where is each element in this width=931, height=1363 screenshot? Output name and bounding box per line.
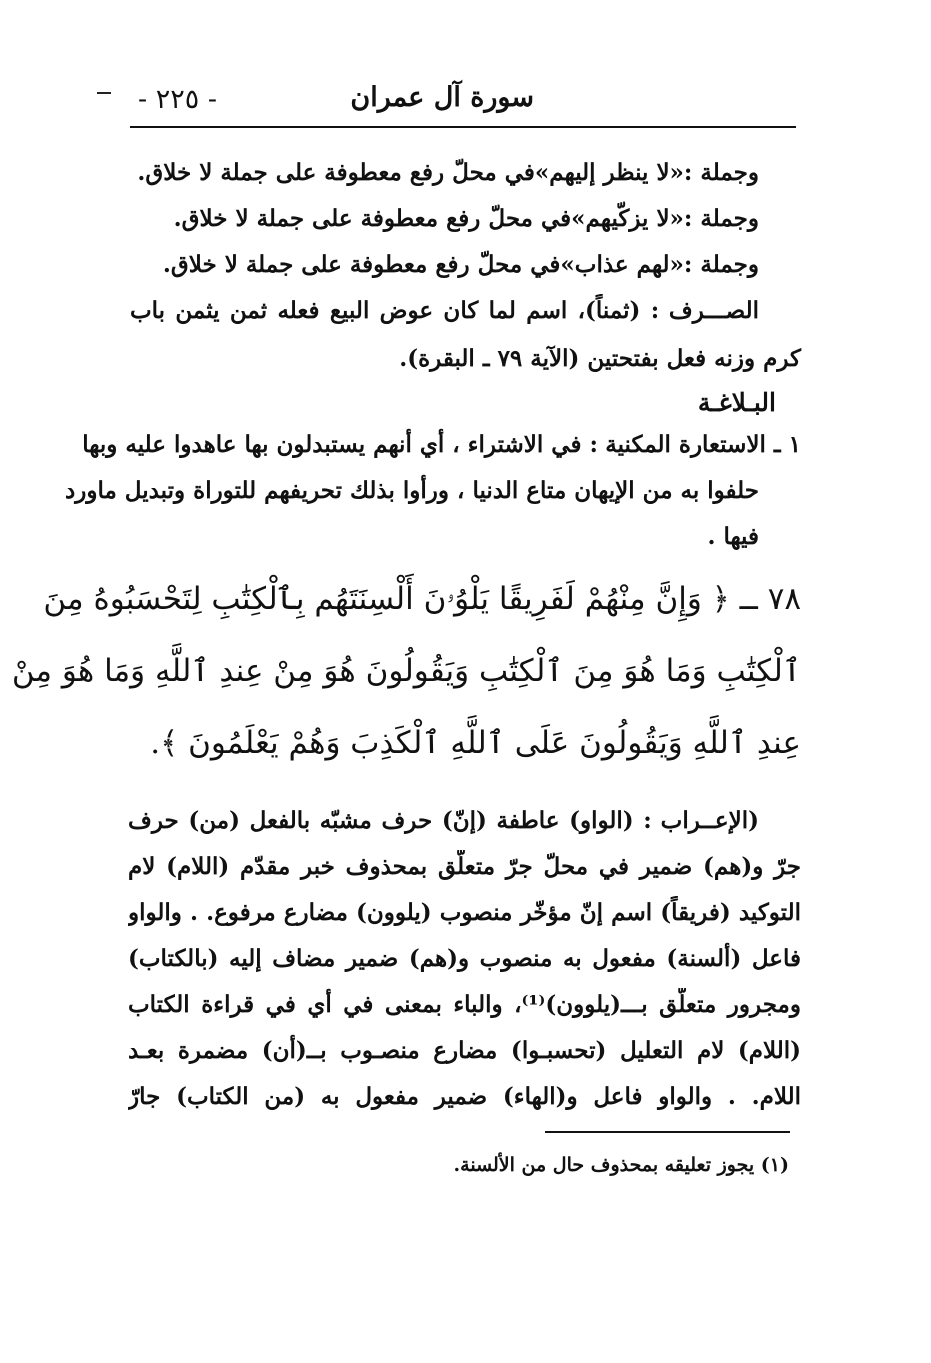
balagha-line-2: حلفوا به من الإيهان متاع الدنيا ، ورأوا بذلك تحريفهم للتوراة وتبديل ماورد — [65, 477, 759, 504]
balagha-line-1 — [82, 428, 801, 462]
surah-title: سورة آل عمران — [350, 82, 534, 113]
irab-line-2: جرّ و(هم) ضمير في محلّ جرّ متعلّق بمحذوف خبر مقدّم (اللام) لام — [128, 853, 801, 880]
footnote-divider — [545, 1131, 790, 1133]
irab-line-4: فاعل (ألسنة) مفعول به منصوب و(هم) ضمير مضاف إليه (بالكتاب) — [128, 945, 801, 972]
sarf-line-1 — [130, 294, 759, 330]
text-line-2: وجملة :«لا يزكّيهم»في محلّ رفع معطوفة على جملة لا خلاق. — [173, 205, 759, 232]
page-header — [130, 78, 796, 122]
balagha-item-label: ١ ـ الاستعارة المكنية — [605, 431, 801, 458]
balagha-line-3: فيها . — [707, 523, 759, 550]
balagha-text: : في الاشتراء ، أي أنهم يستبدلون بها عاهدوا عليه وبها — [82, 431, 598, 458]
verse-line-2: ٱلْكِتَٰبِ وَمَا هُوَ مِنَ ٱلْكِتَٰبِ وَيَقُولُونَ هُوَ مِنْ عِندِ ٱللَّهِ وَمَا هُوَ مِنْ — [11, 653, 801, 689]
sarf-text: : (ثمناً)، اسم لما كان عوض البيع فعله ثمن يثمن باب — [130, 297, 660, 324]
irab-line-6: (اللام) لام التعليل (تحسبـوا) مضارع منصـوب بــ(أن) مضمرة بعـد — [128, 1037, 801, 1064]
sarf-line-2: كرم وزنه فعل بفتحتين (الآية ٧٩ ـ البقرة). — [399, 345, 801, 372]
text-line-1: وجملة :«لا ينظر إليهم»في محلّ رفع معطوفة على جملة لا خلاق. — [137, 159, 759, 186]
balagha-title: البـلاغـة — [697, 388, 776, 417]
irab-line-7: اللام. . والواو فاعل و(الهاء) ضمير مفعول به (من الكتاب) جارّ — [128, 1083, 801, 1110]
irab-line-1 — [128, 804, 759, 840]
page-number: - ٢٢٥ - — [138, 84, 217, 115]
verse-line-3: عِندِ ٱللَّهِ وَيَقُولُونَ عَلَى ٱللَّهِ ٱلْكَذِبَ وَهُمْ يَعْلَمُونَ ﴾. — [150, 725, 801, 761]
sarf-label: الصـــرف — [668, 297, 759, 324]
irab-line-5: ومجرور متعلّق بـــ(يلوون)⁽¹⁾، والباء بمعنى في أي في قراءة الكتاب — [128, 991, 801, 1018]
verse-line-1: ٧٨ ــ ﴿ وَإِنَّ مِنْهُمْ لَفَرِيقًا يَلْوُۥنَ أَلْسِنَتَهُم بِٱلْكِتَٰبِ لِتَحْسَبُوهُ مِنَ — [43, 581, 801, 617]
header-divider — [130, 126, 796, 128]
irab-text: : (الواو) عاطفة (إنّ) حرف مشبّه بالفعل (من) حرف — [128, 807, 652, 834]
irab-label: (الإعــراب — [660, 807, 759, 834]
irab-line-3: التوكيد (فريقاً) اسم إنّ مؤخّر منصوب (يلوون) مضارع مرفوع. . والواو — [128, 899, 801, 926]
scan-mark — [97, 92, 111, 94]
text-line-3: وجملة :«لهم عذاب»في محلّ رفع معطوفة على جملة لا خلاق. — [162, 251, 759, 278]
footnote: (١) يجوز تعليقه بمحذوف حال من الألسنة. — [453, 1154, 789, 1176]
